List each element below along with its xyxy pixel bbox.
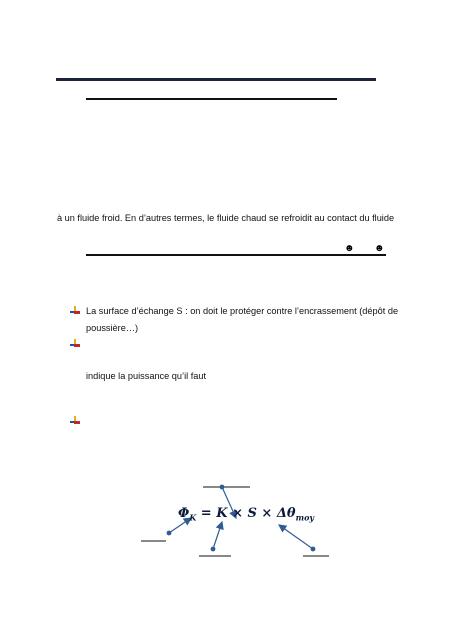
formula-equals: = [196, 506, 217, 521]
list-item-surface: La surface d’échange S : on doit le protéger contre l’encrassement (dépôt de poussière…) [86, 306, 399, 333]
symbol-icon: ☻ [344, 243, 355, 254]
formula-k: K [216, 506, 228, 521]
paragraph-1: à un fluide froid. En d’autres termes, le fluide chaud se refroidit au contact du fluide [57, 213, 395, 223]
symbol-icon: ☻ [374, 243, 385, 254]
formula-times-2: × [256, 506, 277, 521]
paragraph-2: indique la puissance qu’il faut [86, 371, 207, 381]
formula-times-1: × [227, 506, 248, 521]
formula-delta-subscript: moy [295, 512, 315, 523]
formula-s: S [247, 506, 257, 521]
formula-phi: Φ [178, 506, 190, 521]
heat-flux-formula [178, 506, 314, 523]
formula-phi-subscript: K [189, 512, 197, 523]
formula-delta-theta: Δθ [276, 506, 296, 521]
